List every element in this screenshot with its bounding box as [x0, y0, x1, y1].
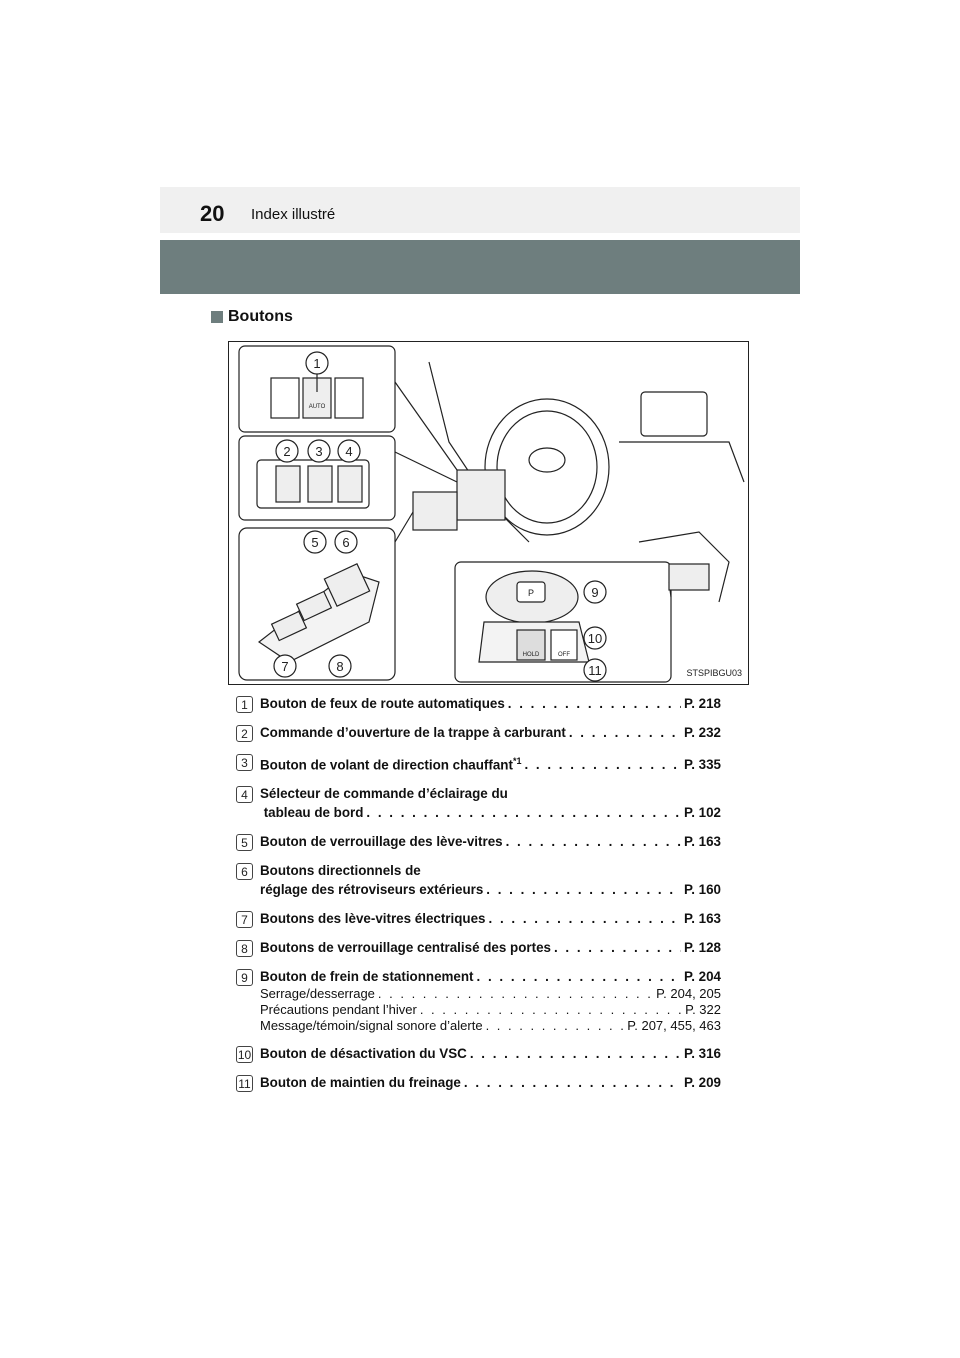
item-number: 5 [236, 834, 253, 851]
auto-label: AUTO [308, 404, 326, 410]
illustration-svg [229, 342, 750, 686]
item-label: Boutons de verrouillage centralisé des portes [260, 940, 551, 956]
list-item [236, 752, 721, 774]
sub-page-ref: P. 204, 205 [656, 986, 721, 1002]
callout-2: 2 [283, 444, 291, 459]
page-ref: P. 102 [684, 805, 721, 821]
list-item [236, 723, 721, 742]
figure-code: STSPIBGU03 [686, 668, 742, 678]
footnote-mark: *1 [512, 756, 522, 766]
item-number: 9 [236, 969, 253, 986]
item-label: tableau de bord [260, 805, 364, 821]
item-number: 8 [236, 940, 253, 957]
button-index-list [236, 694, 721, 1102]
square-bullet-icon [211, 311, 223, 323]
page-ref: P. 160 [684, 882, 721, 898]
sub-item-label: Précautions pendant l’hiver [260, 1002, 417, 1018]
item-label: Boutons des lève-vitres électriques [260, 911, 486, 927]
sub-item-label: Serrage/desserrage [260, 986, 375, 1002]
page-ref: P. 204 [684, 969, 721, 985]
subheading [211, 308, 293, 326]
list-item [236, 967, 721, 1034]
item-label: Bouton de maintien du freinage [260, 1075, 461, 1091]
callout-10: 10 [587, 631, 603, 646]
list-item [236, 1073, 721, 1092]
list-item [236, 694, 721, 713]
page-ref: P. 232 [684, 725, 721, 740]
chapter-band [160, 240, 800, 294]
item-label: Commande d’ouverture de la trappe à carburant [260, 725, 566, 740]
page-ref: P. 163 [684, 834, 721, 850]
item-label: réglage des rétroviseurs extérieurs [260, 882, 484, 898]
item-number: 10 [237, 1048, 252, 1063]
page-ref: P. 209 [684, 1075, 721, 1091]
list-item [236, 784, 721, 822]
section-title: Index illustré [251, 206, 336, 223]
dashboard-illustration [228, 341, 749, 685]
page-number: 20 [200, 201, 225, 226]
list-item [236, 909, 721, 928]
item-label: Bouton de désactivation du VSC [260, 1046, 467, 1062]
hold-label: HOLD [522, 652, 540, 658]
list-item [236, 832, 721, 851]
callout-9: 9 [591, 585, 599, 600]
item-label: Bouton de verrouillage des lève-vitres [260, 834, 503, 850]
p-label: P [527, 588, 535, 598]
item-number: 1 [236, 696, 253, 713]
item-number: 6 [236, 863, 253, 880]
item-label-line1: Sélecteur de commande d’éclairage du [260, 786, 508, 802]
list-item [236, 938, 721, 957]
callout-3: 3 [315, 444, 323, 459]
list-item [236, 861, 721, 899]
sub-page-ref: P. 207, 455, 463 [627, 1018, 721, 1034]
off-label: OFF [558, 652, 570, 658]
item-label-line1: Boutons directionnels de [260, 863, 421, 879]
item-label: Bouton de feux de route automatiques [260, 696, 505, 711]
sub-item-label: Message/témoin/signal sonore d’alerte [260, 1018, 483, 1034]
page-ref: P. 163 [684, 911, 721, 927]
page-ref: P. 218 [684, 696, 721, 711]
page-ref: P. 335 [684, 757, 721, 773]
item-number: 7 [236, 911, 253, 928]
callout-1: 1 [313, 356, 321, 371]
item-number: 4 [236, 786, 253, 803]
item-number: 3 [236, 754, 253, 771]
list-item [236, 1044, 721, 1063]
callout-6: 6 [342, 535, 350, 550]
page-ref: P. 128 [684, 940, 721, 956]
callout-5: 5 [311, 535, 319, 550]
callout-7: 7 [281, 659, 289, 674]
callout-11: 11 [588, 663, 602, 678]
sub-page-ref: P. 322 [685, 1002, 721, 1018]
item-label: Bouton de frein de stationnement [260, 969, 474, 985]
callout-8: 8 [336, 659, 344, 674]
item-label: Bouton de volant de direction chauffant [260, 757, 513, 773]
item-number: 2 [236, 725, 253, 742]
subheading-text: Boutons [228, 308, 293, 325]
item-number: 11 [236, 1075, 253, 1092]
page-ref: P. 316 [684, 1046, 721, 1062]
callout-4: 4 [345, 444, 353, 459]
